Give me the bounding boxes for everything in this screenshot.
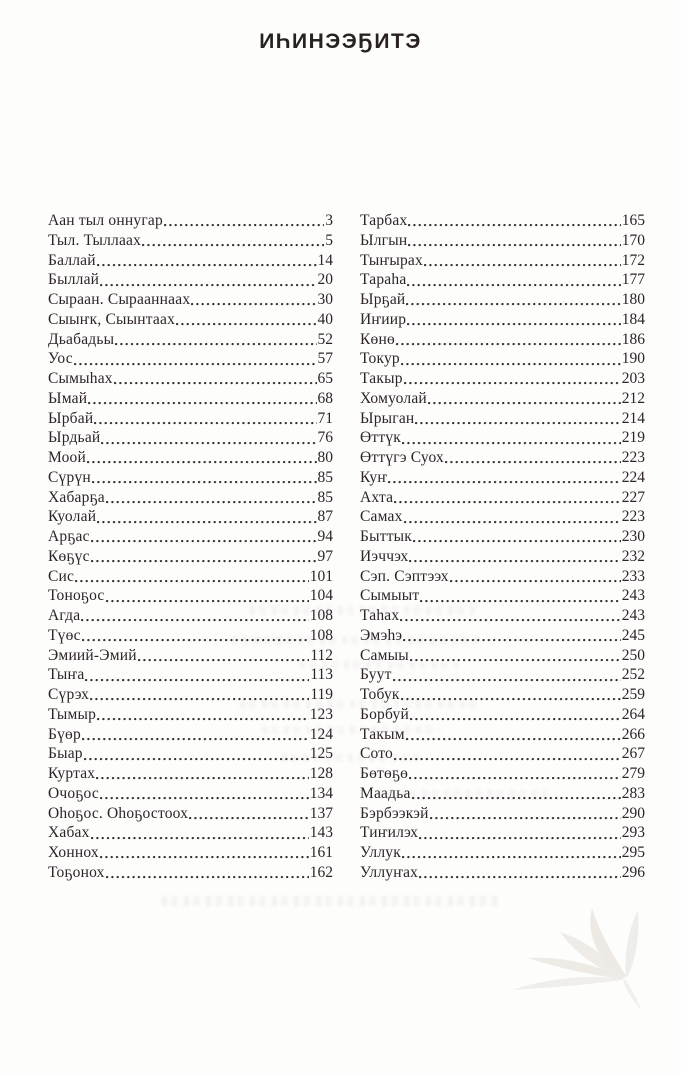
entry-title: Уос	[48, 350, 73, 368]
toc-entry	[360, 705, 645, 725]
entry-title: Дьабадьы	[48, 330, 115, 348]
toc-entry	[360, 665, 645, 685]
toc-entry	[360, 843, 645, 863]
dot-leader	[408, 231, 620, 251]
entry-page-number: 243	[621, 587, 645, 605]
dot-leader	[404, 369, 621, 389]
dot-leader	[419, 823, 620, 843]
entry-page-number: 165	[621, 212, 645, 229]
entry-page-number: 85	[317, 488, 333, 506]
entry-page-number: 295	[621, 844, 645, 861]
entry-page-number: 212	[621, 389, 645, 407]
dot-leader	[430, 804, 621, 824]
toc-entry	[360, 586, 645, 606]
entry-title: Арҕас	[48, 528, 90, 545]
toc-entry	[360, 409, 645, 429]
entry-title: Ылгын	[360, 231, 408, 249]
toc-entry	[360, 290, 645, 310]
toc-entry	[48, 468, 333, 488]
entry-title: Ырыган	[360, 409, 415, 427]
entry-page-number: 87	[317, 508, 333, 526]
dot-leader	[84, 744, 309, 764]
dot-leader	[106, 586, 309, 606]
entry-page-number: 85	[317, 468, 333, 486]
entry-page-number: 290	[621, 804, 645, 822]
dot-leader	[92, 468, 317, 488]
dot-leader	[114, 369, 317, 389]
dot-leader	[415, 409, 620, 429]
toc-entry	[360, 744, 645, 764]
entry-title: Такыр	[360, 370, 403, 387]
entry-page-number: 52	[317, 330, 333, 348]
entry-page-number: 296	[621, 863, 645, 881]
dot-leader	[90, 685, 309, 705]
toc-entry	[48, 804, 333, 824]
dot-leader	[388, 468, 621, 488]
dot-leader	[74, 349, 317, 369]
entry-title: Оһоҕос. Оһоҕостоох	[48, 804, 189, 822]
entry-title: Быллай	[48, 271, 100, 289]
entry-page-number: 57	[317, 350, 333, 368]
entry-page-number: 71	[317, 409, 333, 427]
dot-leader	[404, 507, 621, 527]
entry-title: Иҥиир	[360, 310, 407, 328]
entry-page-number: 283	[621, 784, 645, 802]
entry-title: Түөс	[48, 626, 81, 644]
dot-leader	[96, 764, 308, 784]
entry-title: Сэп. Сэптээх	[360, 567, 449, 585]
toc-entry	[48, 823, 333, 843]
entry-page-number: 186	[621, 330, 645, 348]
entry-title: Сымыыт	[360, 587, 420, 605]
entry-title: Агда	[48, 607, 81, 624]
entry-title: Тыҥа	[48, 666, 85, 684]
dot-leader	[413, 527, 621, 547]
toc-entry	[360, 685, 645, 705]
entry-title: Ырбай	[48, 409, 94, 427]
entry-title: Такым	[360, 725, 405, 743]
dot-leader	[428, 389, 621, 409]
entry-title: Аан тыл оннугар	[48, 212, 163, 229]
entry-title: Сыраан. Сырааннаах	[48, 291, 191, 308]
entry-title: Тоноҕос	[48, 587, 105, 605]
entry-page-number: 101	[309, 567, 333, 585]
toc-entry	[48, 547, 333, 567]
entry-page-number: 223	[621, 449, 645, 466]
entry-title: Уллуҥах	[360, 863, 419, 881]
toc-entry	[48, 330, 333, 350]
toc-entry	[360, 211, 645, 231]
toc-entry	[48, 705, 333, 725]
entry-page-number: 112	[310, 646, 333, 664]
entry-page-number: 245	[621, 626, 645, 644]
toc-entry	[48, 251, 333, 271]
dot-leader	[97, 507, 316, 527]
entry-title: Тобук	[360, 686, 400, 703]
entry-page-number: 180	[621, 291, 645, 308]
entry-title: Быар	[48, 745, 83, 763]
dot-leader	[81, 606, 308, 626]
toc-entry	[48, 843, 333, 863]
entry-page-number: 279	[621, 765, 645, 782]
entry-title: Ахта	[360, 488, 394, 506]
bleed-through-artifact	[162, 896, 500, 906]
entry-page-number: 108	[309, 626, 333, 644]
toc-entry	[48, 211, 333, 231]
dot-leader	[106, 488, 317, 508]
entry-page-number: 293	[621, 824, 645, 842]
toc-entry	[48, 646, 333, 666]
entry-page-number: 119	[310, 686, 333, 703]
entry-page-number: 124	[309, 725, 333, 743]
entry-title: Очоҕос	[48, 784, 99, 802]
entry-page-number: 108	[309, 607, 333, 624]
entry-title: Бүөр	[48, 725, 81, 743]
entry-page-number: 252	[621, 666, 645, 684]
dot-leader	[409, 547, 620, 567]
entry-title: Сымыһах	[48, 370, 113, 387]
entry-title: Хомуолай	[360, 389, 427, 407]
entry-page-number: 104	[309, 587, 333, 605]
dot-leader	[101, 428, 316, 448]
entry-page-number: 30	[317, 291, 333, 308]
entry-title: Сото	[360, 745, 394, 763]
entry-title: Моой	[48, 449, 86, 466]
entry-title: Хабах	[48, 824, 90, 842]
dot-leader	[87, 448, 317, 468]
toc-entry	[360, 428, 645, 448]
toc-entry	[48, 270, 333, 290]
dot-leader	[409, 764, 621, 784]
toc-entry	[360, 606, 645, 626]
dot-leader	[406, 290, 620, 310]
entry-page-number: 162	[309, 863, 333, 881]
entry-page-number: 203	[621, 370, 645, 387]
page-title: ИҺИНЭЭҔИТЭ	[259, 30, 422, 53]
entry-page-number: 243	[621, 607, 645, 624]
entry-page-number: 232	[621, 547, 645, 565]
dot-leader	[393, 665, 621, 685]
dot-leader	[410, 646, 621, 666]
dot-leader	[401, 685, 621, 705]
toc-entry	[360, 231, 645, 251]
dot-leader	[445, 448, 621, 468]
dot-leader	[88, 389, 316, 409]
entry-page-number: 170	[621, 231, 645, 249]
entry-title: Тараһа	[360, 271, 407, 289]
dot-leader	[91, 823, 309, 843]
toc-entry	[360, 507, 645, 527]
entry-page-number: 125	[309, 745, 333, 763]
dot-leader	[142, 231, 324, 251]
dot-leader	[176, 310, 316, 330]
dot-leader	[85, 665, 309, 685]
dot-leader	[75, 567, 309, 587]
toc-left-column	[48, 211, 333, 883]
dot-leader	[106, 863, 309, 883]
entry-title: Тыл. Тыллаах	[48, 231, 142, 249]
dot-leader	[401, 349, 621, 369]
dot-leader	[94, 409, 316, 429]
entry-title: Эмиий-Эмий	[48, 646, 137, 664]
leaf-decoration-icon	[498, 898, 663, 1018]
entry-page-number: 214	[621, 409, 645, 427]
toc-entry	[48, 744, 333, 764]
toc-entry	[360, 488, 645, 508]
entry-title: Хабарҕа	[48, 488, 105, 506]
entry-title: Буут	[360, 666, 392, 684]
dot-leader	[403, 626, 620, 646]
entry-page-number: 223	[621, 508, 645, 526]
entry-page-number: 97	[317, 547, 333, 565]
entry-title: Көҕүс	[48, 547, 90, 565]
entry-page-number: 5	[325, 231, 333, 249]
entry-title: Токур	[360, 350, 400, 368]
toc-entry	[48, 725, 333, 745]
toc-entry	[48, 409, 333, 429]
entry-page-number: 134	[309, 784, 333, 802]
dot-leader	[402, 843, 621, 863]
toc-entry	[360, 369, 645, 389]
dot-leader	[419, 863, 621, 883]
toc-entry	[360, 764, 645, 784]
toc-entry	[48, 527, 333, 547]
toc-entry	[48, 389, 333, 409]
entry-page-number: 172	[621, 251, 645, 269]
entry-title: Таһах	[360, 607, 400, 624]
dot-leader	[91, 547, 317, 567]
entry-page-number: 94	[317, 528, 333, 545]
dot-leader	[396, 330, 621, 350]
entry-page-number: 184	[621, 310, 645, 328]
toc-entry	[48, 448, 333, 468]
toc-entry	[48, 488, 333, 508]
entry-title: Өттүгэ Суох	[360, 449, 445, 466]
dot-leader	[100, 843, 309, 863]
table-of-contents	[48, 211, 645, 883]
dot-leader	[82, 725, 309, 745]
entry-page-number: 227	[621, 488, 645, 506]
entry-page-number: 40	[317, 310, 333, 328]
toc-entry	[360, 567, 645, 587]
toc-entry	[360, 725, 645, 745]
entry-page-number: 68	[317, 389, 333, 407]
toc-entry	[48, 310, 333, 330]
entry-title: Быттык	[360, 528, 413, 545]
dot-leader	[138, 646, 310, 666]
toc-entry	[48, 507, 333, 527]
toc-entry	[360, 784, 645, 804]
dot-leader	[164, 211, 324, 231]
entry-page-number: 266	[621, 725, 645, 743]
entry-page-number: 20	[317, 271, 333, 289]
dot-leader	[91, 527, 317, 547]
dot-leader	[394, 744, 621, 764]
entry-title: Самыы	[360, 646, 409, 664]
toc-entry	[360, 646, 645, 666]
toc-entry	[48, 428, 333, 448]
dot-leader	[410, 705, 621, 725]
entry-page-number: 224	[621, 468, 645, 486]
toc-entry	[48, 863, 333, 883]
dot-leader	[189, 804, 309, 824]
entry-title: Ырдьай	[48, 429, 101, 447]
entry-title: Куҥ	[360, 468, 388, 486]
dot-leader	[100, 270, 316, 290]
dot-leader	[82, 626, 309, 646]
toc-entry	[360, 270, 645, 290]
toc-right-column	[360, 211, 645, 883]
entry-title: Ырҕай	[360, 291, 406, 308]
dot-leader	[400, 606, 620, 626]
entry-page-number: 128	[309, 765, 333, 782]
toc-entry	[48, 290, 333, 310]
dot-leader	[97, 251, 317, 271]
toc-entry	[48, 586, 333, 606]
entry-title: Сис	[48, 567, 75, 585]
toc-entry	[48, 349, 333, 369]
entry-page-number: 259	[621, 686, 645, 703]
entry-page-number: 264	[621, 705, 645, 723]
entry-title: Тоҕонох	[48, 863, 105, 881]
entry-title: Хоннох	[48, 844, 99, 861]
entry-page-number: 219	[621, 429, 645, 447]
entry-page-number: 80	[317, 449, 333, 466]
dot-leader	[412, 784, 621, 804]
entry-title: Көнө	[360, 330, 395, 348]
toc-entry	[48, 626, 333, 646]
dot-leader	[115, 330, 316, 350]
entry-title: Тымыр	[48, 705, 97, 723]
entry-page-number: 76	[317, 429, 333, 447]
entry-title: Иэччэх	[360, 547, 409, 565]
toc-entry	[360, 251, 645, 271]
entry-title: Куртах	[48, 765, 96, 782]
entry-page-number: 250	[621, 646, 645, 664]
toc-entry	[48, 685, 333, 705]
toc-entry	[48, 606, 333, 626]
dot-leader	[407, 270, 620, 290]
toc-entry	[48, 764, 333, 784]
entry-page-number: 161	[309, 844, 333, 861]
toc-entry	[360, 527, 645, 547]
entry-page-number: 3	[325, 212, 333, 229]
entry-title: Самах	[360, 508, 403, 526]
dot-leader	[191, 290, 316, 310]
entry-page-number: 123	[309, 705, 333, 723]
entry-title: Куолай	[48, 508, 97, 526]
entry-title: Бөтөҕө	[360, 765, 409, 782]
toc-entry	[360, 547, 645, 567]
entry-title: Эмэһэ	[360, 626, 403, 644]
entry-page-number: 233	[621, 567, 645, 585]
entry-title: Борбуй	[360, 705, 409, 723]
entry-title: Сүрүн	[48, 468, 91, 486]
entry-title: Бэрбээкэй	[360, 804, 429, 822]
dot-leader	[408, 211, 620, 231]
toc-entry	[48, 567, 333, 587]
toc-entry	[360, 349, 645, 369]
entry-page-number: 137	[309, 804, 333, 822]
entry-page-number: 177	[621, 271, 645, 289]
entry-page-number: 143	[309, 824, 333, 842]
toc-entry	[360, 626, 645, 646]
toc-entry	[360, 448, 645, 468]
toc-entry	[360, 310, 645, 330]
dot-leader	[407, 310, 621, 330]
toc-entry	[360, 468, 645, 488]
dot-leader	[394, 488, 621, 508]
toc-entry	[48, 665, 333, 685]
toc-entry	[360, 863, 645, 883]
entry-page-number: 267	[621, 745, 645, 763]
entry-title: Баллай	[48, 251, 96, 269]
entry-page-number: 113	[310, 666, 333, 684]
entry-title: Өттүк	[360, 429, 402, 447]
toc-entry	[360, 389, 645, 409]
dot-leader	[97, 705, 309, 725]
entry-page-number: 190	[621, 350, 645, 368]
entry-title: Маадьа	[360, 784, 411, 802]
dot-leader	[100, 784, 309, 804]
entry-title: Тиҥилэх	[360, 824, 419, 842]
entry-title: Тарбах	[360, 212, 408, 229]
dot-leader	[450, 567, 621, 587]
entry-page-number: 230	[621, 528, 645, 545]
toc-entry	[48, 784, 333, 804]
dot-leader	[424, 251, 621, 271]
toc-entry	[360, 823, 645, 843]
entry-title: Сыыҥк, Сыынтаах	[48, 310, 176, 328]
entry-title: Ымай	[48, 389, 88, 407]
entry-page-number: 14	[317, 251, 333, 269]
entry-title: Сүрэх	[48, 686, 90, 703]
toc-entry	[48, 369, 333, 389]
entry-title: Уллук	[360, 844, 401, 861]
toc-entry	[360, 330, 645, 350]
entry-title: Тыҥырах	[360, 251, 423, 269]
dot-leader	[402, 428, 621, 448]
dot-leader	[420, 586, 620, 606]
dot-leader	[406, 725, 621, 745]
toc-entry	[360, 804, 645, 824]
entry-page-number: 65	[317, 370, 333, 387]
toc-entry	[48, 231, 333, 251]
